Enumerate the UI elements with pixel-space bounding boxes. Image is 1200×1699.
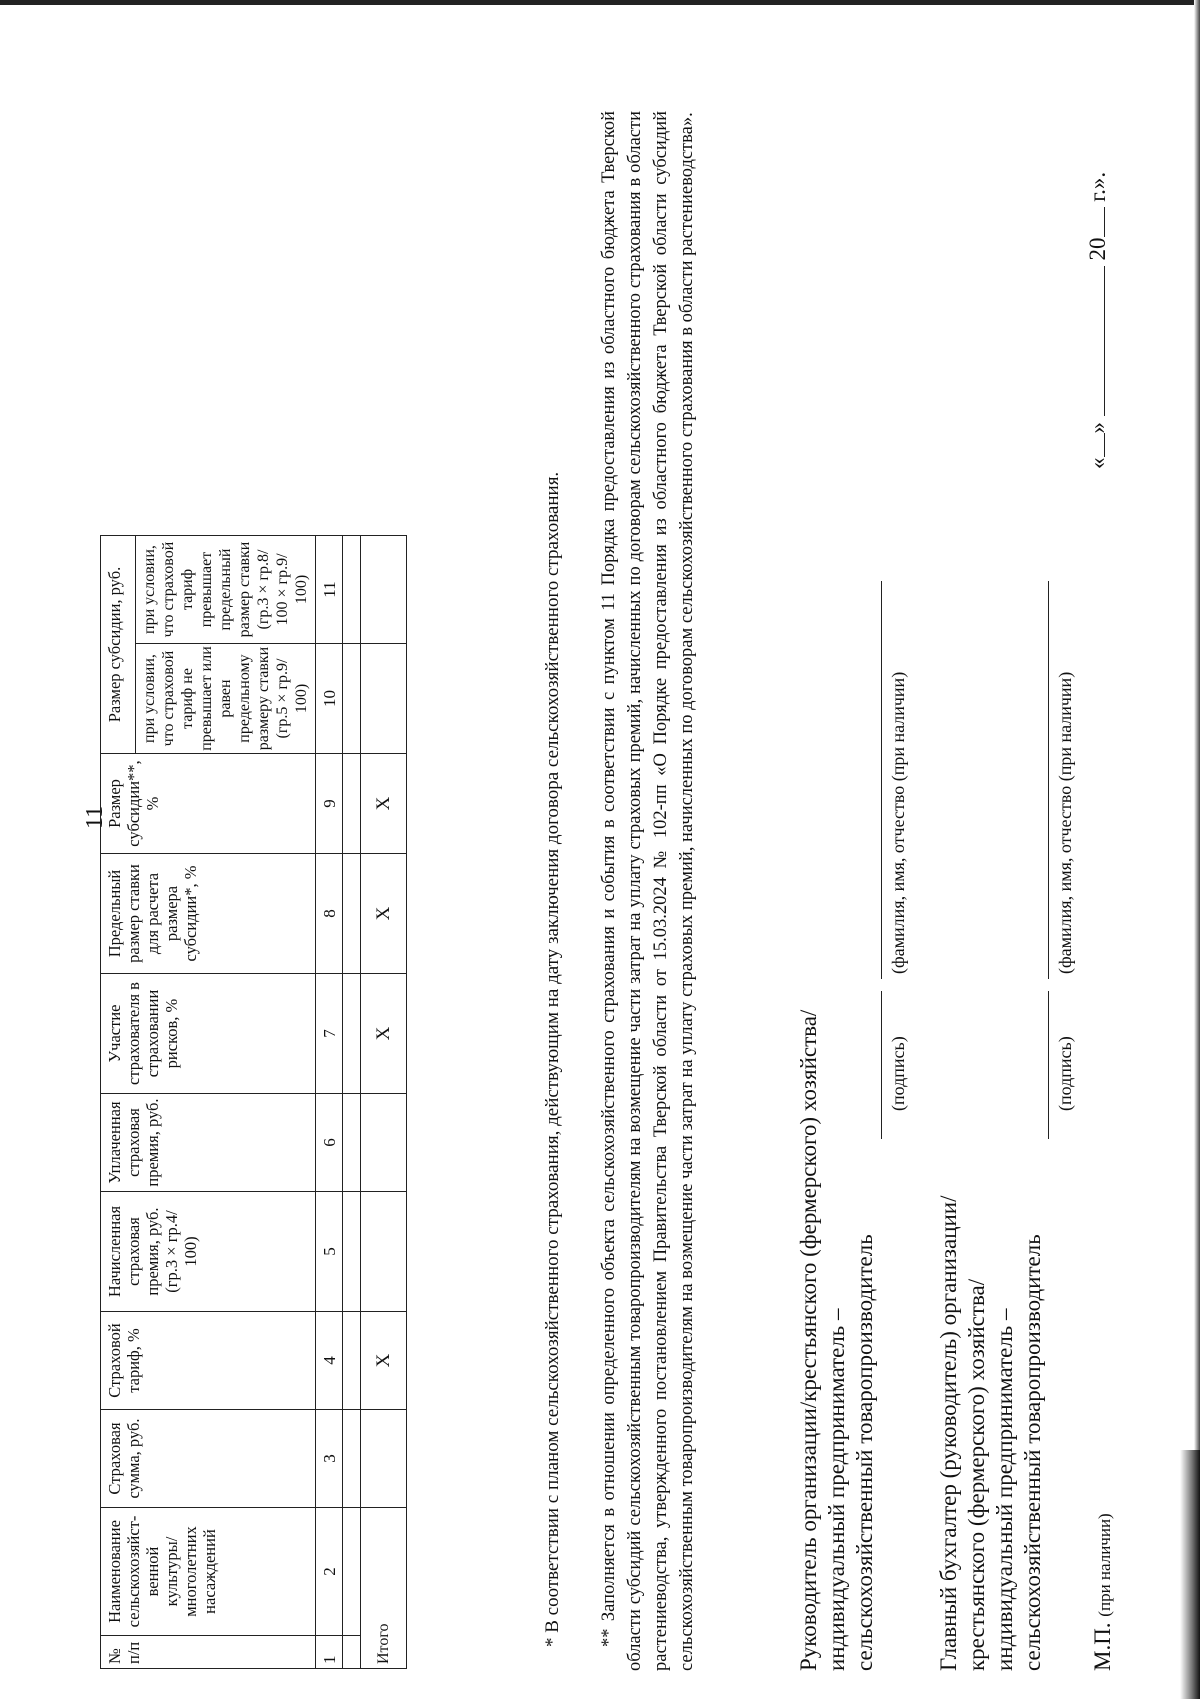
column-number: 8 <box>316 854 343 974</box>
total-label: Итого <box>361 1508 407 1669</box>
total-cell: Х <box>361 974 407 1094</box>
footnote-1-text: * В соответствии с планом сельскохозяйственного страхования, действующим на дату заключения договора сельскохозяйственного страхования. <box>542 471 563 1647</box>
header-cell: Уплаченная страховая премия, руб. <box>101 1094 316 1192</box>
total-cell <box>361 1192 407 1312</box>
footnote-1 <box>540 111 566 1671</box>
column-number: 10 <box>316 644 343 754</box>
date-close-quote: » <box>1085 422 1110 434</box>
month-blank <box>1104 266 1105 416</box>
accountant-title-line: индивидуальный предприниматель – <box>992 1308 1017 1671</box>
total-cell: Х <box>361 1312 407 1410</box>
table-cell <box>343 1192 361 1312</box>
head-signature-caption: (подпись) <box>888 1036 908 1111</box>
column-number: 5 <box>316 1192 343 1312</box>
table-cell <box>343 644 361 754</box>
header-cell: Размер субсидии**, % <box>101 754 316 854</box>
column-number-row <box>316 536 343 1669</box>
subsidy-table <box>100 535 407 1669</box>
table-cell <box>343 1508 361 1636</box>
stamp-place <box>1090 1513 1116 1671</box>
table-cell <box>343 1636 361 1669</box>
head-name-caption: (фамилия, имя, отчество (при наличии) <box>888 671 908 974</box>
head-title-line: сельскохозяйственный товаропроизводитель <box>852 1234 877 1671</box>
accountant-name-line <box>1048 581 1049 979</box>
column-number: 4 <box>316 1312 343 1410</box>
accountant-name-caption: (фамилия, имя, отчество (при наличии) <box>1055 671 1075 974</box>
column-number: 11 <box>316 536 343 644</box>
year-suffix: г.». <box>1085 171 1110 202</box>
total-cell: Х <box>361 754 407 854</box>
column-number: 9 <box>316 754 343 854</box>
accountant-signature-title <box>935 1195 1047 1671</box>
column-number: 3 <box>316 1410 343 1508</box>
accountant-signature-line <box>1048 991 1049 1139</box>
total-row <box>361 536 407 1669</box>
header-cell: Наименование сельскохозяйст-венной культуры/ многолетних насаждений <box>101 1508 316 1636</box>
table-cell <box>343 754 361 854</box>
accountant-title-line: Главный бухгалтер (руководитель) организации/ <box>936 1195 961 1671</box>
accountant-signature-caption: (подпись) <box>1055 1036 1075 1111</box>
head-title-line: индивидуальный предприниматель – <box>824 1308 849 1671</box>
year-prefix: 20 <box>1085 237 1110 261</box>
accountant-title-line: сельскохозяйственный товаропроизводитель <box>1020 1234 1045 1671</box>
head-title-line: Руководитель организации/крестьянского (фермерского) хозяйства/ <box>796 1009 821 1671</box>
footnote-2 <box>596 111 700 1671</box>
header-cell: Страховой тариф, % <box>101 1312 316 1410</box>
table-cell <box>343 1410 361 1508</box>
date-line <box>1085 172 1111 469</box>
table-row <box>343 536 361 1669</box>
day-blank <box>1104 434 1105 458</box>
stamp-label: М.П. <box>1090 1622 1115 1671</box>
table-cell <box>343 854 361 974</box>
header-cell: Предельный размер ставки для расчета размера субсидии*, % <box>101 854 316 974</box>
table-header-row <box>101 536 136 1669</box>
header-cell: Начисленная страховая премия, руб. (гр.3 × гр.4/ 100) <box>101 1192 316 1312</box>
total-cell <box>361 644 407 754</box>
header-cell: Участие страхователя в страховании рисков, % <box>101 974 316 1094</box>
column-number: 7 <box>316 974 343 1094</box>
head-signature-title <box>795 1010 879 1671</box>
column-number: 6 <box>316 1094 343 1192</box>
table-cell <box>343 536 361 644</box>
column-number: 1 <box>316 1636 343 1669</box>
header-cell: № п/п <box>101 1636 316 1669</box>
header-cell: при условии, что страховой тариф превышает предельный размер ставки (гр.3 × гр.8/ 100 × гр.9/ 100) <box>136 536 316 644</box>
total-cell <box>361 1410 407 1508</box>
total-cell: Х <box>361 854 407 974</box>
head-name-line <box>881 581 882 979</box>
table-cell <box>343 974 361 1094</box>
year-blank <box>1104 208 1105 238</box>
header-cell: при условии, что страховой тариф не превышает или равен предельному размеру ставки (гр.5 × гр.9/ 100) <box>136 644 316 754</box>
total-cell <box>361 536 407 644</box>
footnote-2-text: ** Заполняется в отношении определенного объекта сельскохозяйственного страхования и события в соответствии с пунктом 11 Порядка предоставления из областного бюджета Тверской области субсидий сельскохозяйственным товаропроизводителям на возмещение части затрат на уплату страховых премий, начисленных по договорам сельскохозяйственного страхования в области растениеводства, утвержденного постановлением Правительства Тверской области от 15.03.2024 № 102-пп «О Порядке предоставления из областного бюджета Тверской области субсидий сельскохозяйственным товаропроизводителям на возмещение части затрат на уплату страховых премий, начисленных по договорам сельскохозяйственного страхования в области растениеводства». <box>599 111 697 1671</box>
accountant-title-line: крестьянского (фермерского) хозяйства/ <box>964 1278 989 1671</box>
header-cell: Страховая сумма, руб. <box>101 1410 316 1508</box>
stamp-note: (при наличии) <box>1095 1513 1114 1617</box>
page-number: 11 <box>82 805 108 829</box>
header-group-cell: Размер субсидии, руб. <box>101 536 136 754</box>
total-cell <box>361 1094 407 1192</box>
table-cell <box>343 1094 361 1192</box>
date-open-quote: « <box>1085 457 1110 469</box>
head-signature-line <box>881 991 882 1139</box>
column-number: 2 <box>316 1508 343 1636</box>
table-cell <box>343 1312 361 1410</box>
